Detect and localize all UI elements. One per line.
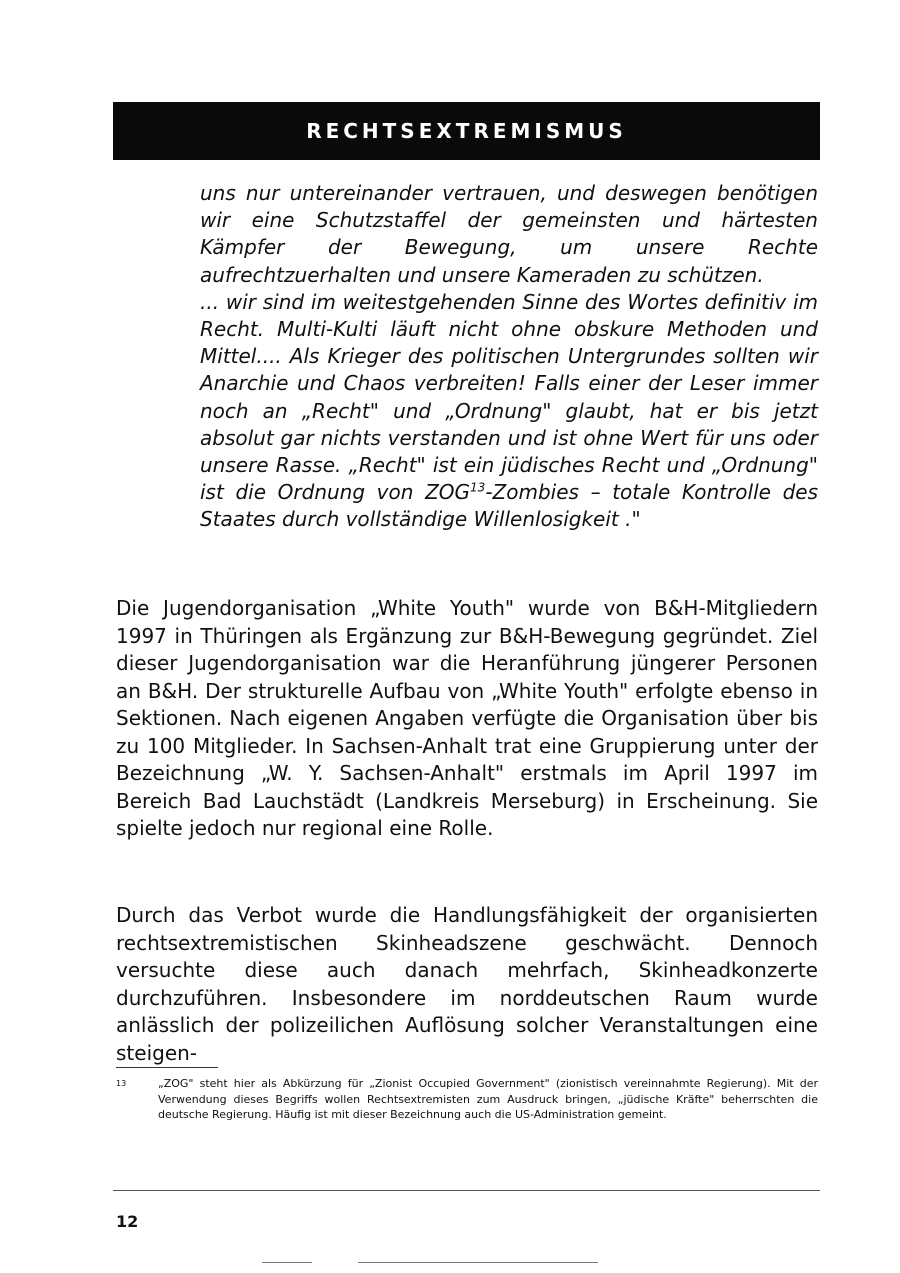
section-header — [113, 102, 820, 160]
footnote-divider — [116, 1067, 218, 1068]
scan-artifact-line — [262, 1262, 312, 1263]
quote-paragraph-1: uns nur untereinander vertrauen, und deswegen benötigen wir eine Schutzstaffel der gemeinsten und härtesten Kämpfer der Bewegung, um unsere Rechte aufrechtzuerhalten und unsere Kameraden zu schützen. — [200, 181, 818, 287]
block-quote — [200, 180, 818, 534]
quote-text-before-ref: ... wir sind im weitestgehenden Sinne des Wortes definitiv im Recht. Multi-Kulti läuft nicht ohne obskure Methoden und Mittel.... Als Krieger des politischen Untergrundes sollten wir Anarchie und Chaos verbreiten! Falls einer der Leser immer noch an „Recht" und „Ordnung" glaubt, hat er bis jetzt absolut gar nichts verstanden und ist ohne Wert für uns oder unsere Rasse. „Recht" ist ein jüdisches Recht und „Ordnung" ist die Ordnung von ZOG — [200, 289, 818, 505]
footnote-reference[interactable]: 13 — [470, 480, 486, 495]
body-paragraph-1: Die Jugendorganisation „White Youth" wurde von B&H-Mitgliedern 1997 in Thüringen als Ergänzung zur B&H-Bewegung gegründet. Ziel dieser Jugendorganisation war die Heranführung jüngerer Personen an B&H. Der strukturelle Aufbau von „White Youth" erfolgte ebenso in Sektionen. Nach eigenen Angaben verfügte die Organisation über bis zu 100 Mitglieder. In Sachsen-Anhalt trat eine Gruppierung unter der Bezeichnung „W. Y. Sachsen-Anhalt" erstmals im April 1997 im Bereich Bad Lauchstädt (Landkreis Merseburg) in Erscheinung. Sie spielte jedoch nur regional eine Rolle. — [116, 596, 818, 840]
quote-text-after-ref: -Zombies – totale Kontrolle des Staates durch vollständige Willenlosigkeit ." — [200, 480, 818, 532]
footer-divider — [113, 1190, 820, 1191]
page-number: 12 — [116, 1212, 139, 1231]
footnote — [116, 1076, 818, 1123]
footnote-text: „ZOG" steht hier als Abkürzung für „Zionist Occupied Government" (zionistisch vereinnahmte Regierung). Mit der Verwendung dieses Begriffs wollen Rechtsextremisten zum Ausdruck bringen, „jüdische Kräfte" beherrschten die deutsche Regierung. Häufig ist mit dieser Bezeichnung auch die US-Administration gemeint. — [158, 1077, 818, 1121]
body-paragraph-2: Durch das Verbot wurde die Handlungsfähigkeit der organisierten rechtsextremistischen Skinheadszene geschwächt. Dennoch versuchte diese auch danach mehrfach, Skinheadkonzerte durchzuführen. Insbesondere im norddeutschen Raum wurde anlässlich der polizeilichen Auflösung solcher Veranstaltungen eine steigen- — [116, 903, 818, 1065]
footnote-marker: 13 — [116, 1079, 127, 1088]
scan-artifact-line — [358, 1262, 598, 1263]
quote-paragraph-2 — [200, 289, 818, 534]
section-title: RECHTSEXTREMISMUS — [306, 119, 627, 143]
